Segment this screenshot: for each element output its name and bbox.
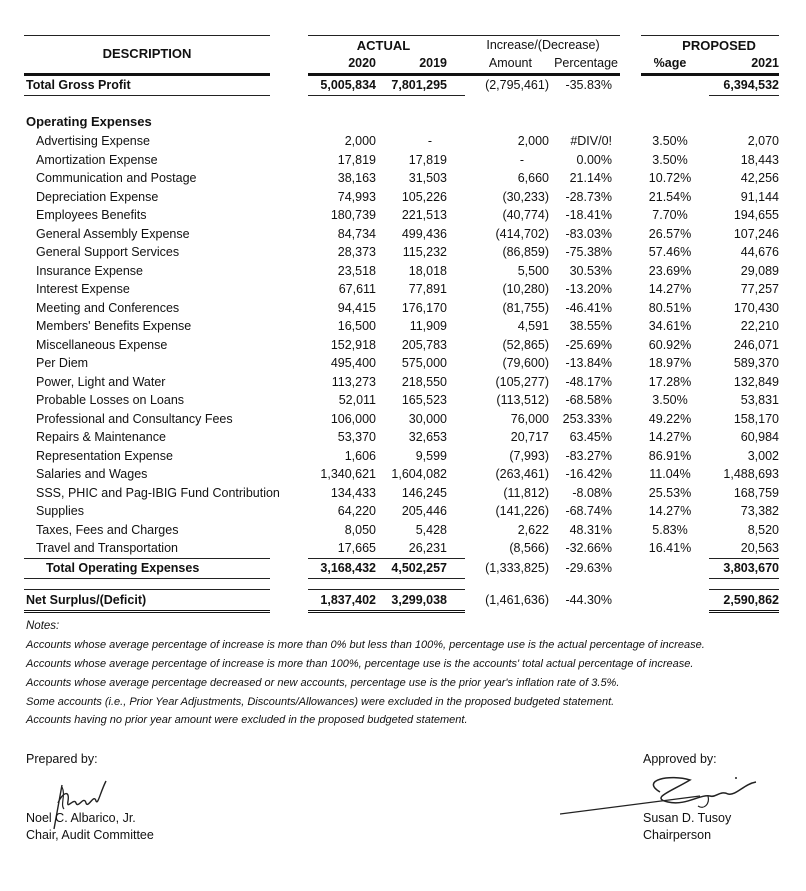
row-percentage: -16.42% [565, 467, 612, 481]
row-2019: 205,446 [401, 504, 447, 518]
row-pct-age: 7.70% [652, 208, 688, 222]
row-2020: 17,819 [337, 152, 376, 167]
table-row [0, 373, 806, 391]
row-percentage: -46.41% [565, 300, 612, 315]
row-label: Advertising Expense [36, 134, 150, 148]
row-2021: 29,089 [740, 263, 779, 278]
row-pct-age: 49.22% [648, 411, 692, 426]
row-2021: 3,002 [747, 448, 779, 463]
row-2020: 52,011 [338, 393, 376, 407]
row-label: SSS, PHIC and Pag-IBIG Fund Contribution [36, 485, 280, 500]
row-label: General Support Services [36, 245, 180, 259]
row-pct-age: 3.50% [652, 152, 688, 167]
table-row [0, 225, 806, 243]
row-2019: 115,232 [402, 245, 447, 259]
row-2021: 42,256 [740, 171, 779, 185]
row-pct-age: 57.46% [648, 245, 692, 259]
row-2021: 246,071 [733, 337, 779, 352]
row-label: Supplies [36, 504, 84, 518]
row-label: Repairs & Maintenance [36, 430, 166, 444]
row-amount: (414,702) [495, 226, 549, 241]
row-pct-age: 10.72% [648, 171, 692, 185]
total-operating-label: Total Operating Expenses [46, 561, 200, 575]
gross-profit-rule-actual [308, 95, 465, 96]
row-amount: (141,226) [495, 504, 549, 518]
net-surplus-double-rule-actual [308, 610, 465, 613]
column-header-proposed: PROPOSED [682, 38, 756, 53]
row-percentage: -8.08% [572, 485, 612, 500]
row-percentage: -13.84% [565, 356, 612, 370]
row-2021: 91,144 [740, 189, 779, 204]
total-operating-amount: (1,333,825) [485, 561, 549, 575]
row-2019: 17,819 [408, 152, 447, 167]
row-2021: 8,520 [747, 522, 779, 537]
row-percentage: -25.69% [565, 337, 612, 352]
row-pct-age: 23.69% [648, 263, 692, 278]
row-label: Salaries and Wages [36, 467, 148, 481]
row-2021: 18,443 [740, 152, 779, 167]
gross-profit-2021: 6,394,532 [723, 78, 779, 92]
net-surplus-top-rule-proposed [709, 589, 779, 590]
total-operating-2021: 3,803,670 [723, 561, 779, 575]
row-pct-age: 18.97% [648, 356, 692, 370]
row-2020: 23,518 [337, 263, 376, 278]
note-line: Accounts whose average percentage of increase is more than 100%, percentage use is the accounts' total actual percentage of increase. [26, 658, 694, 670]
row-2019: 575,000 [401, 356, 447, 370]
row-2019: 30,000 [408, 411, 447, 426]
row-2019: 221,513 [401, 208, 447, 222]
gross-profit-2019: 7,801,295 [391, 78, 447, 92]
gross-profit-rule-proposed [709, 95, 779, 96]
row-pct-age: 5.83% [652, 522, 688, 537]
row-pct-age: 3.50% [652, 393, 688, 407]
row-pct-age: 86.91% [648, 448, 692, 463]
row-2021: 158,170 [733, 411, 779, 426]
row-amount: 4,591 [517, 319, 549, 333]
row-pct-age: 14.27% [648, 504, 692, 518]
column-header-2020: 2020 [348, 56, 376, 70]
row-2020: 28,373 [337, 245, 376, 259]
row-2020: 67,611 [338, 282, 376, 296]
row-2021: 2,070 [747, 134, 779, 148]
total-operating-bottom-rule-desc [24, 578, 270, 579]
row-label: Miscellaneous Expense [36, 337, 168, 352]
row-pct-age: 14.27% [648, 282, 692, 296]
row-percentage: #DIV/0! [570, 134, 612, 148]
row-label: Members' Benefits Expense [36, 319, 192, 333]
net-surplus-2019: 3,299,038 [391, 593, 447, 607]
row-amount: 5,500 [517, 263, 549, 278]
row-amount: - [519, 152, 524, 167]
row-percentage: -32.66% [565, 541, 612, 555]
net-surplus-top-rule-desc [24, 589, 270, 590]
row-2021: 132,849 [733, 374, 779, 389]
note-line: Accounts whose average percentage decreased or new accounts, percentage use is the prior year's inflation rate of 3.5%. [26, 677, 620, 689]
row-2020: 134,433 [330, 485, 376, 500]
total-operating-2020: 3,168,432 [320, 561, 376, 575]
row-percentage: 0.00% [576, 152, 612, 167]
row-percentage: 253.33% [562, 411, 612, 426]
header-top-rule-proposed [641, 35, 779, 36]
row-percentage: -75.38% [565, 245, 612, 259]
gross-profit-amount: (2,795,461) [485, 78, 549, 92]
row-2021: 53,831 [740, 393, 779, 407]
table-row [0, 188, 806, 206]
row-percentage: 30.53% [569, 263, 612, 278]
table-row [0, 317, 806, 335]
row-percentage: -18.41% [565, 208, 612, 222]
row-label: Depreciation Expense [36, 189, 159, 204]
row-2020: 1,340,621 [320, 467, 376, 481]
row-2020: 152,918 [330, 337, 376, 352]
table-row [0, 299, 806, 317]
row-percentage: 63.45% [569, 430, 612, 444]
approved-by-name: Susan D. Tusoy [643, 811, 732, 825]
row-amount: (113,512) [496, 393, 549, 407]
net-surplus-double-rule-desc [24, 610, 270, 613]
row-2020: 495,400 [330, 356, 376, 370]
row-2020: 84,734 [337, 226, 376, 241]
row-2019: 105,226 [401, 189, 447, 204]
row-2019: 205,783 [401, 337, 447, 352]
total-operating-row [0, 559, 806, 577]
prepared-by-title: Chair, Audit Committee [26, 828, 154, 842]
row-2021: 589,370 [733, 356, 779, 370]
row-2019: 31,503 [408, 171, 447, 185]
total-operating-2019: 4,502,257 [391, 561, 447, 575]
row-label: Communication and Postage [36, 171, 197, 185]
table-row [0, 447, 806, 465]
row-label: Amortization Expense [36, 152, 158, 167]
net-surplus-2021: 2,590,862 [723, 593, 779, 607]
row-pct-age: 16.41% [648, 541, 692, 555]
net-surplus-double-rule-proposed [709, 610, 779, 613]
row-2019: 165,523 [401, 393, 447, 407]
row-percentage: -68.74% [565, 504, 612, 518]
row-label: Professional and Consultancy Fees [36, 411, 233, 426]
row-2020: 1,606 [344, 448, 376, 463]
row-2019: 218,550 [401, 374, 447, 389]
row-2021: 20,563 [740, 541, 779, 555]
column-header-pct-age: %age [653, 56, 687, 70]
row-2019: 18,018 [408, 263, 447, 278]
gross-profit-2020: 5,005,834 [320, 78, 376, 92]
table-row [0, 410, 806, 428]
column-header-amount: Amount [488, 56, 532, 70]
table-row [0, 206, 806, 224]
table-row [0, 243, 806, 261]
table-row [0, 465, 806, 483]
row-2019: 1,604,082 [391, 467, 447, 481]
row-amount: (105,277) [495, 374, 549, 389]
table-row [0, 151, 806, 169]
total-operating-bottom-rule-actual [308, 578, 465, 579]
row-2019: - [427, 134, 432, 148]
row-amount: (79,600) [502, 356, 549, 370]
row-2021: 107,246 [733, 226, 779, 241]
prepared-by-label: Prepared by: [26, 752, 98, 766]
table-row [0, 169, 806, 187]
row-2019: 176,170 [401, 300, 447, 315]
table-row [0, 132, 806, 150]
header-top-rule-desc [24, 35, 270, 36]
row-pct-age: 60.92% [648, 337, 692, 352]
row-amount: 2,000 [517, 134, 549, 148]
row-label: Probable Losses on Loans [36, 393, 185, 407]
row-pct-age: 3.50% [652, 134, 688, 148]
row-pct-age: 80.51% [648, 300, 692, 315]
row-label: Insurance Expense [36, 263, 144, 278]
approved-by-label: Approved by: [643, 752, 717, 766]
table-row [0, 391, 806, 409]
row-2020: 180,739 [330, 208, 376, 222]
gross-profit-rule-desc [24, 95, 270, 96]
column-header-increase-decrease: Increase/(Decrease) [486, 38, 600, 52]
row-2019: 5,428 [415, 522, 447, 537]
row-pct-age: 26.57% [648, 226, 692, 241]
row-amount: 2,622 [517, 522, 549, 537]
table-row [0, 428, 806, 446]
row-2020: 113,273 [331, 374, 376, 389]
row-label: Meeting and Conferences [36, 300, 180, 315]
gross-profit-row [0, 76, 806, 94]
row-2020: 106,000 [330, 411, 376, 426]
row-2019: 26,231 [408, 541, 447, 555]
table-row [0, 521, 806, 539]
row-amount: (40,774) [502, 208, 549, 222]
row-amount: (10,280) [502, 282, 549, 296]
row-label: Interest Expense [36, 282, 130, 296]
row-amount: 20,717 [510, 430, 549, 444]
row-2021: 77,257 [740, 282, 779, 296]
row-amount: (8,566) [509, 541, 549, 555]
column-header-percentage: Percentage [554, 56, 618, 70]
row-2020: 64,220 [337, 504, 376, 518]
operating-expenses-heading: Operating Expenses [26, 114, 152, 129]
note-line: Accounts whose average percentage of increase is more than 0% but less than 100%, percentage use is the actual percentage of increase. [26, 639, 705, 651]
row-2019: 32,653 [408, 430, 447, 444]
row-label: General Assembly Expense [36, 226, 190, 241]
header-top-rule-actual [308, 35, 620, 36]
row-pct-age: 14.27% [648, 430, 692, 444]
row-label: Employees Benefits [36, 208, 147, 222]
row-2020: 16,500 [337, 319, 376, 333]
row-percentage: -83.03% [565, 226, 612, 241]
row-2020: 38,163 [337, 171, 376, 185]
row-2021: 73,382 [740, 504, 779, 518]
row-percentage: 48.31% [569, 522, 612, 537]
row-2020: 53,370 [337, 430, 376, 444]
net-surplus-amount: (1,461,636) [485, 593, 549, 607]
net-surplus-2020: 1,837,402 [320, 593, 376, 607]
row-amount: (52,865) [502, 337, 549, 352]
row-2020: 74,993 [337, 189, 376, 204]
row-pct-age: 11.04% [649, 467, 691, 481]
net-surplus-label: Net Surplus/(Deficit) [26, 593, 147, 607]
row-amount: (263,461) [495, 467, 549, 481]
row-label: Power, Light and Water [36, 374, 166, 389]
table-row [0, 502, 806, 520]
column-header-description: DESCRIPTION [102, 46, 192, 61]
prepared-by-name: Noel C. Albarico, Jr. [26, 811, 136, 825]
gross-profit-percentage: -35.83% [565, 78, 612, 92]
note-line: Accounts having no prior year amount were excluded in the proposed budgeted statement. [26, 714, 468, 726]
row-2021: 1,488,693 [723, 467, 779, 481]
row-2019: 9,599 [415, 448, 447, 463]
row-2019: 499,436 [401, 226, 447, 241]
table-row [0, 262, 806, 280]
table-row [0, 336, 806, 354]
column-header-actual: ACTUAL [356, 38, 411, 53]
row-2020: 2,000 [344, 134, 376, 148]
table-row [0, 539, 806, 557]
row-label: Representation Expense [36, 448, 173, 463]
row-amount: 76,000 [510, 411, 549, 426]
row-2021: 170,430 [733, 300, 779, 315]
row-percentage: -28.73% [565, 189, 612, 204]
net-surplus-row [0, 591, 806, 609]
row-2019: 11,909 [409, 319, 447, 333]
net-surplus-top-rule-actual [308, 589, 465, 590]
row-amount: (7,993) [509, 448, 549, 463]
row-2019: 146,245 [401, 485, 447, 500]
row-2021: 168,759 [733, 485, 779, 500]
row-pct-age: 17.28% [648, 374, 692, 389]
row-label: Taxes, Fees and Charges [36, 522, 179, 537]
row-percentage: -48.17% [565, 374, 612, 389]
row-amount: (86,859) [502, 245, 549, 259]
total-operating-percentage: -29.63% [565, 561, 612, 575]
row-percentage: 38.55% [569, 319, 612, 333]
column-header-2021: 2021 [751, 56, 779, 70]
row-percentage: -83.27% [565, 448, 612, 463]
row-2021: 44,676 [740, 245, 779, 259]
net-surplus-percentage: -44.30% [565, 593, 612, 607]
note-line: Some accounts (i.e., Prior Year Adjustments, Discounts/Allowances) were excluded in the proposed budgeted statement. [26, 696, 615, 708]
table-row [0, 484, 806, 502]
total-operating-bottom-rule-proposed [709, 578, 779, 579]
row-pct-age: 34.61% [648, 319, 692, 333]
row-pct-age: 21.54% [648, 189, 692, 204]
row-2020: 17,665 [337, 541, 376, 555]
row-label: Per Diem [36, 356, 89, 370]
row-amount: (11,812) [503, 485, 549, 500]
row-label: Travel and Transportation [36, 541, 178, 555]
row-percentage: 21.14% [569, 171, 612, 185]
row-amount: (30,233) [502, 189, 549, 204]
gross-profit-label: Total Gross Profit [26, 78, 131, 92]
row-percentage: -68.58% [565, 393, 612, 407]
approved-by-title: Chairperson [643, 828, 712, 842]
row-2019: 77,891 [408, 282, 447, 296]
table-row [0, 354, 806, 372]
column-header-2019: 2019 [419, 56, 447, 70]
row-2021: 194,655 [733, 208, 779, 222]
notes-title: Notes: [26, 620, 60, 632]
row-amount: 6,660 [517, 171, 549, 185]
row-2021: 60,984 [740, 430, 779, 444]
prepared-by-signature-icon [40, 775, 110, 835]
row-percentage: -13.20% [565, 282, 612, 296]
row-2021: 22,210 [740, 319, 779, 333]
row-pct-age: 25.53% [648, 485, 692, 500]
table-row [0, 280, 806, 298]
row-2020: 8,050 [344, 522, 376, 537]
row-2020: 94,415 [337, 300, 376, 315]
row-amount: (81,755) [502, 300, 549, 315]
